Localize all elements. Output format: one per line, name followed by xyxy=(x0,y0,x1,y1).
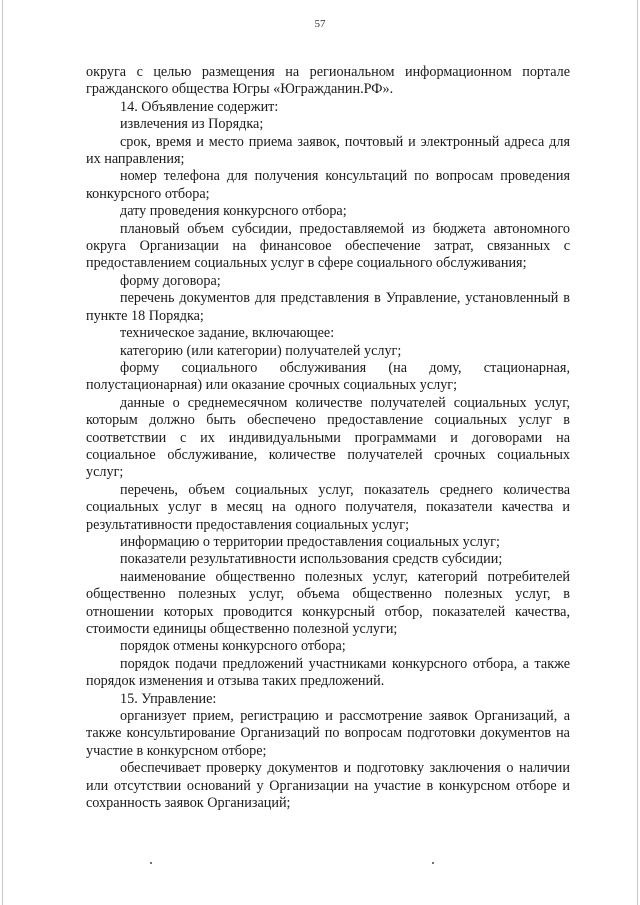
paragraph: плановый объем субсидии, предоставляемой из бюджета автономного округа Организации на финансовое обеспечение затрат, связанных с предоставлением социальных услуг в сфере социального обслуживания; xyxy=(86,220,570,272)
paragraph: организует прием, регистрацию и рассмотрение заявок Организаций, а также консультирование Организаций по вопросам подготовки документов на участие в конкурсном отборе; xyxy=(86,708,570,759)
paragraph: перечень, объем социальных услуг, показатель среднего количества социальных услуг в месяц на одного получателя, показатели качества и результативности предоставления социальных услуг; xyxy=(86,481,570,533)
page-number: 57 xyxy=(314,18,326,30)
body-text xyxy=(86,64,570,812)
paragraph: категорию (или категории) получателей услуг; xyxy=(120,342,402,359)
paragraph: срок, время и место приема заявок, почтовый и электронный адреса для их направления; xyxy=(86,133,570,168)
paragraph: номер телефона для получения консультаций по вопросам проведения конкурсного отбора; xyxy=(86,168,570,202)
paragraph: форму договора; xyxy=(120,272,221,289)
scan-edge-right xyxy=(637,0,638,905)
paragraph: информацию о территории предоставления социальных услуг; xyxy=(120,533,500,550)
paragraph: техническое задание, включающее: xyxy=(120,325,335,342)
paragraph: 15. Управление: xyxy=(120,690,217,707)
scan-edge-left xyxy=(2,0,3,905)
scan-speck xyxy=(432,862,434,864)
paragraph: перечень документов для представления в Управление, установленный в пункте 18 Порядка; xyxy=(86,290,570,324)
paragraph: обеспечивает проверку документов и подготовку заключения о наличии или отсутствии оснований у Организации на участие в конкурсном отборе и сохранность заявок Организаций; xyxy=(86,760,570,812)
paragraph: дату проведения конкурсного отбора; xyxy=(120,203,347,220)
paragraph: форму социального обслуживания (на дому, стационарная, полустационарная) или оказание срочных социальных услуг; xyxy=(86,359,570,394)
paragraph: порядок подачи предложений участниками конкурсного отбора, а также порядок изменения и отзыва таких предложений. xyxy=(86,655,570,690)
paragraph: порядок отмены конкурсного отбора; xyxy=(120,638,346,655)
paragraph: наименование общественно полезных услуг, категорий потребителей общественно полезных услуг, объема общественно полезных услуг, в отношении которых проводится конкурсный отбор, показателей качества, стоимости единицы общественно полезной услуги; xyxy=(86,568,570,637)
paragraph: округа с целью размещения на региональном информационном портале гражданского общества Югры «Югражданин.РФ». xyxy=(86,64,570,98)
paragraph: данные о среднемесячном количестве получателей социальных услуг, которым должно быть обеспечено предоставление социальных услуг в соответствии с их индивидуальными программами и договорами на социальное обслуживание, количестве получателей срочных социальных услуг; xyxy=(86,394,570,481)
scan-speck xyxy=(150,862,152,864)
paragraph: показатели результативности использования средств субсидии; xyxy=(120,551,503,568)
paragraph: 14. Объявление содержит: xyxy=(120,98,279,115)
paragraph: извлечения из Порядка; xyxy=(120,116,264,133)
